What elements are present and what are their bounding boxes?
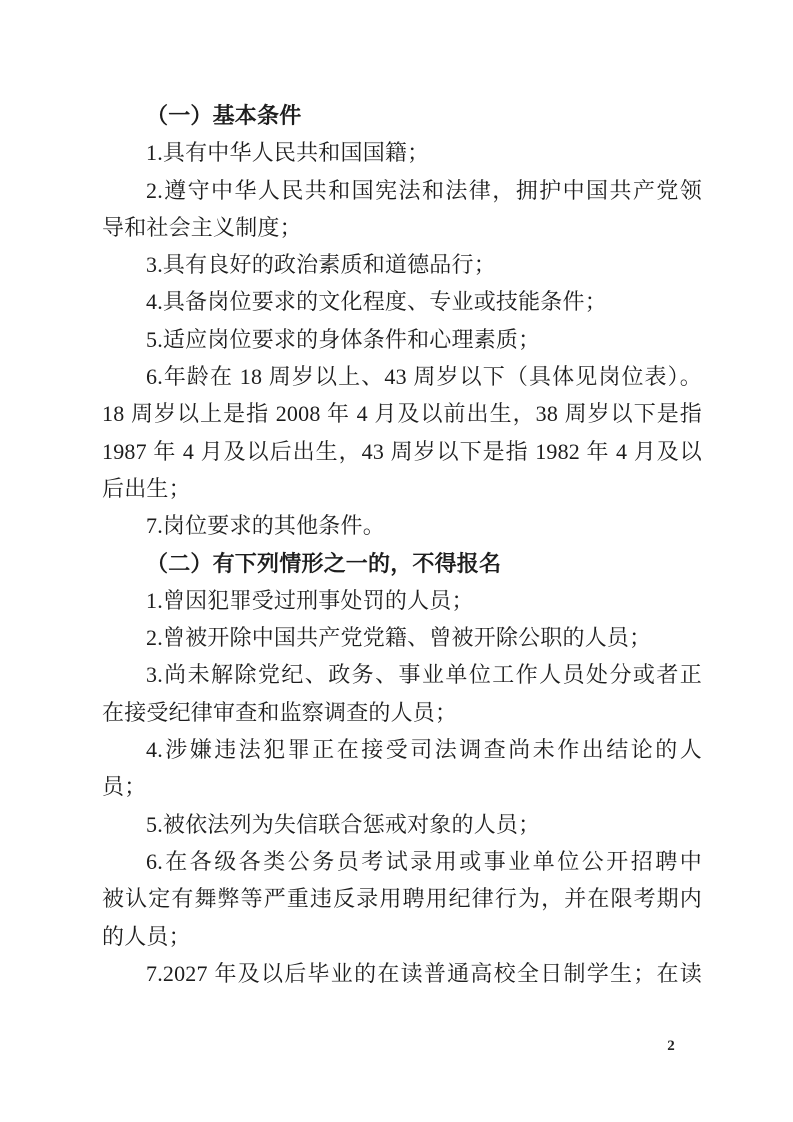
body-line: 2.遵守中华人民共和国宪法和法律，拥护中国共产党领	[146, 177, 702, 203]
body-line: 6.年龄在 18 周岁以上、43 周岁以下（具体见岗位表）。	[146, 364, 702, 390]
body-line: 的人员；	[102, 923, 191, 949]
body-line: 1.曾因犯罪受过刑事处罚的人员；	[146, 587, 474, 613]
body-line: 5.被依法列为失信联合惩戒对象的人员；	[146, 811, 541, 837]
body-line: 7.2027 年及以后毕业的在读普通高校全日制学生；在读	[146, 960, 702, 986]
body-line: 导和社会主义制度；	[102, 214, 302, 240]
body-line: 2.曾被开除中国共产党党籍、曾被开除公职的人员；	[146, 625, 652, 651]
section-heading: （二）有下列情形之一的，不得报名	[146, 550, 502, 576]
page-number: 2	[667, 1038, 675, 1054]
section-heading: （一）基本条件	[146, 103, 302, 128]
body-line: 被认定有舞弊等严重违反录用聘用纪律行为，并在限考期内	[102, 886, 702, 912]
body-line: 18 周岁以上是指 2008 年 4 月及以前出生，38 周岁以下是指	[102, 401, 702, 427]
body-line: 5.适应岗位要求的身体条件和心理素质；	[146, 326, 541, 352]
document-body	[102, 97, 702, 992]
body-line: 4.涉嫌违法犯罪正在接受司法调查尚未作出结论的人	[146, 737, 702, 763]
body-line: 3.具有良好的政治素质和道德品行；	[146, 252, 496, 278]
body-line: 1987 年 4 月及以后出生，43 周岁以下是指 1982 年 4 月及以	[102, 438, 702, 464]
body-line: 4.具备岗位要求的文化程度、专业或技能条件；	[146, 289, 607, 315]
body-line: 在接受纪律审查和监察调查的人员；	[102, 699, 458, 725]
body-line: 后出生；	[102, 475, 191, 501]
body-line: 3.尚未解除党纪、政务、事业单位工作人员处分或者正	[146, 662, 702, 688]
body-line: 7.岗位要求的其他条件。	[146, 513, 385, 539]
body-line: 员；	[102, 774, 147, 800]
body-line: 1.具有中华人民共和国国籍；	[146, 140, 430, 166]
body-line: 6.在各级各类公务员考试录用或事业单位公开招聘中	[146, 848, 702, 874]
